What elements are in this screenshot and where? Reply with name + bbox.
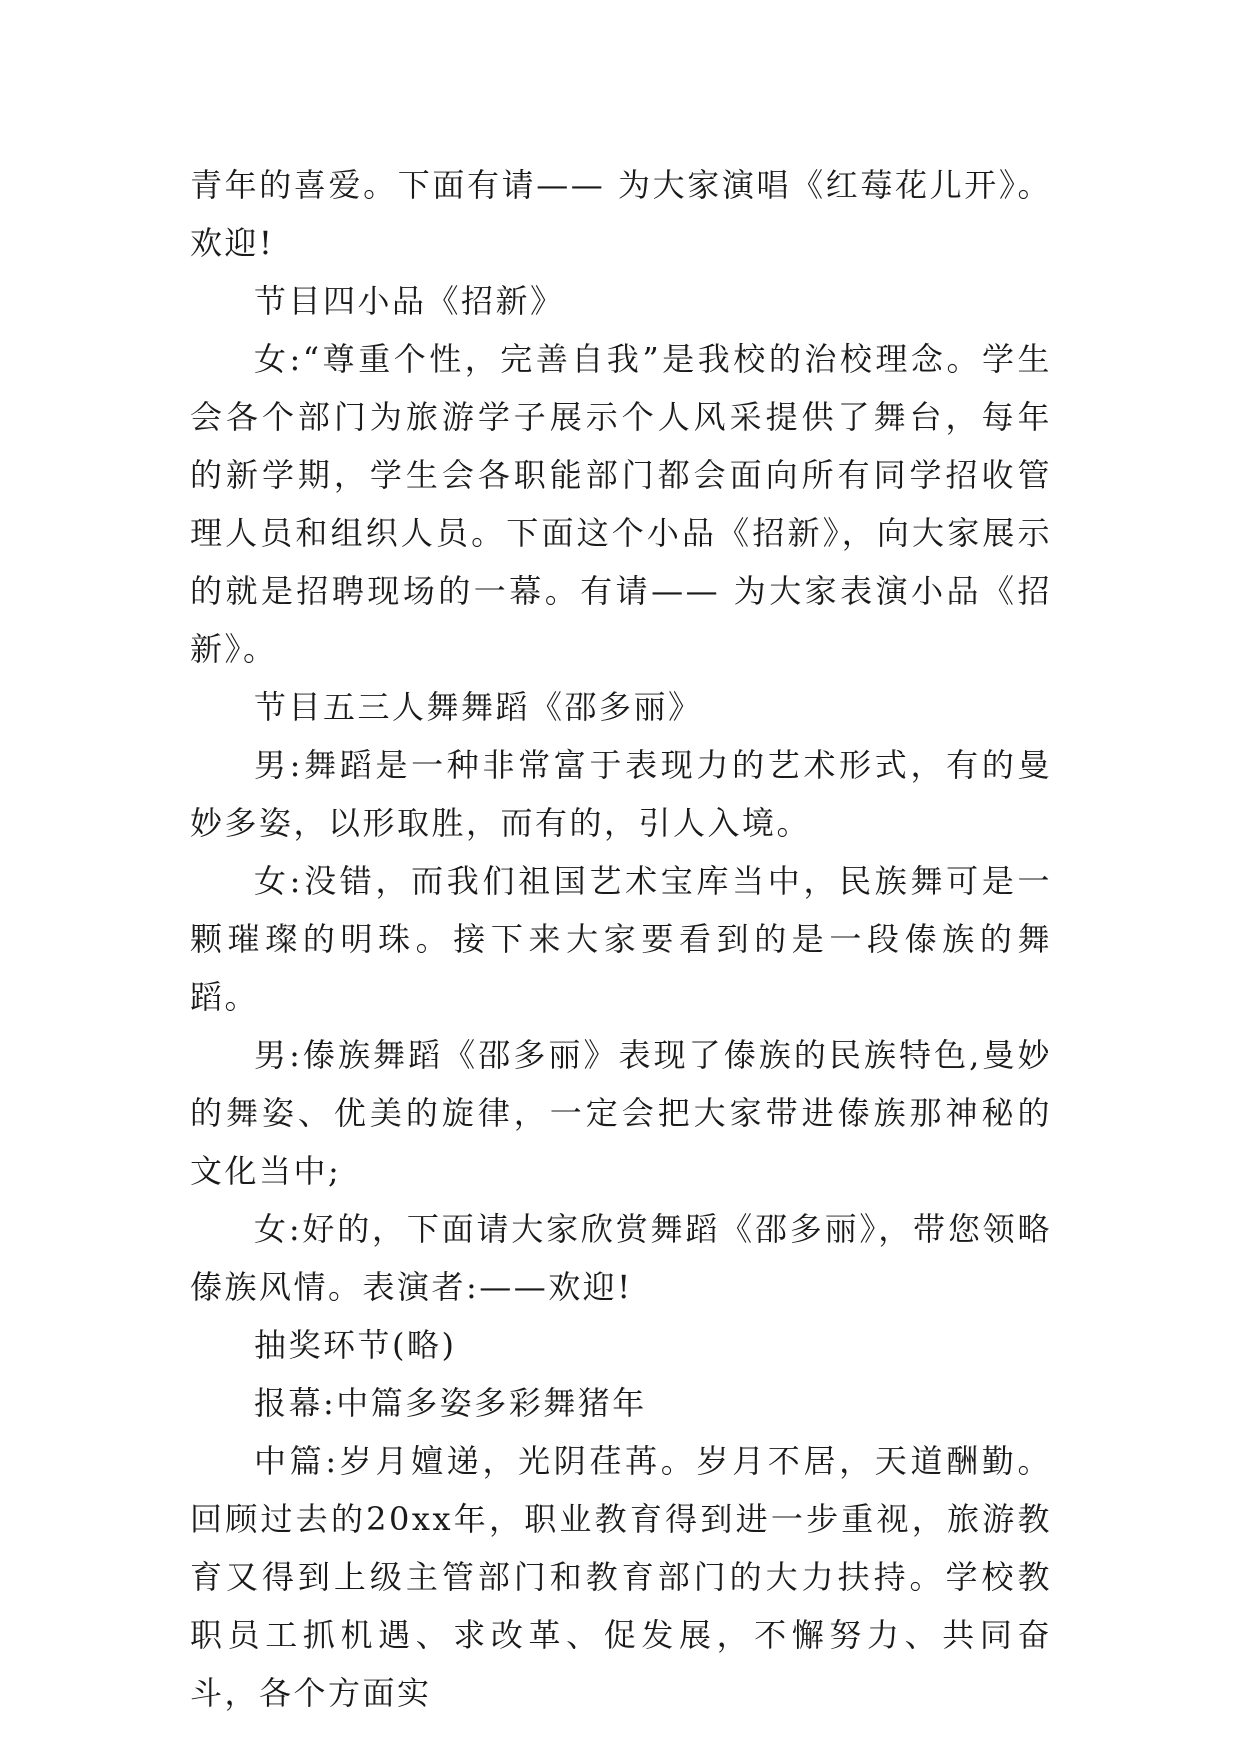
paragraph-male-dai-dance: 男:傣族舞蹈《邵多丽》表现了傣族的民族特色,曼妙的舞姿、优美的旋律，一定会把大家带进傣族那神秘的文化当中; <box>190 1036 1052 1190</box>
paragraph-middle-section: 中篇:岁月嬗递，光阴荏苒。岁月不居，天道酬勤。回顾过去的20xx年，职业教育得到进一步重视，旅游教育又得到上级主管部门和教育部门的大力扶持。学校教职员工抓机遇、求改革、促发展，不懈努力、共同奋斗，各个方面实 <box>190 1442 1052 1712</box>
paragraph-program-four-title: 节目四小品《招新》 <box>254 282 565 320</box>
document-body <box>190 156 1052 1722</box>
paragraph-1: 青年的喜爱。下面有请—— 为大家演唱《红莓花儿开》。欢迎! <box>190 166 1052 262</box>
paragraph-female-intro-recruit: 女:“尊重个性，完善自我”是我校的治校理念。学生会各个部门为旅游学子展示个人风采提供了舞台，每年的新学期，学生会各职能部门都会面向所有同学招收管理人员和组织人员。下面这个小品《招新》，向大家展示的就是招聘现场的一幕。有请—— 为大家表演小品《招新》。 <box>190 340 1052 668</box>
paragraph-program-five-title: 节目五三人舞舞蹈《邵多丽》 <box>254 688 703 726</box>
paragraph-announcement: 报幕:中篇多姿多彩舞猪年 <box>254 1384 647 1422</box>
paragraph-female-ethnic-dance: 女:没错，而我们祖国艺术宝库当中，民族舞可是一颗璀璨的明珠。接下来大家要看到的是一段傣族的舞蹈。 <box>190 862 1052 1016</box>
paragraph-lottery: 抽奖环节(略) <box>254 1326 457 1364</box>
paragraph-male-dance-intro: 男:舞蹈是一种非常富于表现力的艺术形式，有的曼妙多姿，以形取胜，而有的，引人入境。 <box>190 746 1052 842</box>
paragraph-female-invite: 女:好的，下面请大家欣赏舞蹈《邵多丽》，带您领略傣族风情。表演者:——欢迎! <box>190 1210 1052 1306</box>
